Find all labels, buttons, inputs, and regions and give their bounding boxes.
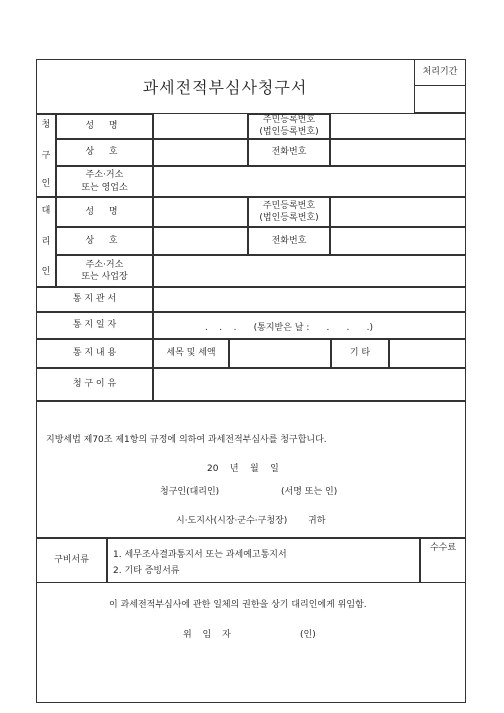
agent-name-field[interactable] xyxy=(153,197,248,227)
notice-content-label: 통 지 내 용 xyxy=(36,339,153,368)
fee-field[interactable] xyxy=(421,556,465,582)
statement-text: 지방세법 제70조 제1항의 규정에 의하여 과세전적부심사를 청구합니다. xyxy=(46,435,327,445)
processing-period-label: 처리기간 xyxy=(422,67,458,78)
documents-label: 구비서류 xyxy=(36,538,107,583)
agent-phone-field[interactable] xyxy=(330,227,466,255)
claimant-group-char-2: 구 xyxy=(41,150,51,161)
notice-date-label: 통 지 일 자 xyxy=(36,312,153,339)
notice-office-label: 통 지 관 서 xyxy=(36,287,153,312)
claimant-name-label: 성 명 xyxy=(56,113,153,139)
claimant-id-label: 주민등록번호 (법인등록번호) xyxy=(248,113,330,139)
signer-label: 청구인(대리인) xyxy=(160,487,220,497)
document-item-1: 1. 세무조사결과통지서 또는 과세예고통지서 xyxy=(113,550,287,560)
delegator-seal: (인) xyxy=(300,630,316,640)
tax-item-field[interactable] xyxy=(229,339,331,368)
tax-item-label: 세목 및 세액 xyxy=(153,339,229,368)
honorific: 귀하 xyxy=(308,516,326,526)
claimant-name-field[interactable] xyxy=(153,113,248,139)
agent-group-char-2: 리 xyxy=(41,236,51,247)
agent-id-field[interactable] xyxy=(330,197,466,227)
form-title: 과세전적부심사청구서 xyxy=(142,77,308,97)
agent-id-label: 주민등록번호 (법인등록번호) xyxy=(248,197,330,227)
addressee: 시·도지사(시장·군수·구청장) xyxy=(176,516,288,526)
notice-office-field[interactable] xyxy=(153,287,466,312)
agent-company-field[interactable] xyxy=(153,227,248,255)
claimant-company-field[interactable] xyxy=(153,139,248,166)
documents-list-cell xyxy=(107,538,420,583)
fee-label: 수수료 xyxy=(429,542,457,553)
notice-date-value: . . . (통지받은 날 : . . .) xyxy=(205,323,373,333)
signer-sign: (서명 또는 인) xyxy=(281,487,338,497)
delegation-text: 이 과세전적부심사에 관한 일체의 권한을 상기 대리인에게 위임함. xyxy=(109,600,367,610)
claimant-phone-field[interactable] xyxy=(330,139,466,166)
delegator-label: 위 임 자 xyxy=(183,630,235,640)
claimant-address-label: 주소·거소 또는 영업소 xyxy=(56,166,153,197)
claimant-group-char-1: 청 xyxy=(41,119,51,130)
agent-group-char-1: 대 xyxy=(41,205,51,216)
claimant-address-field[interactable] xyxy=(153,166,466,197)
reason-label: 청 구 이 유 xyxy=(36,368,153,401)
claimant-group-char-3: 인 xyxy=(41,178,51,189)
statement-date-line: 20 년 월 일 xyxy=(207,464,279,474)
delegator-sign-field[interactable] xyxy=(240,622,296,640)
agent-address-label: 주소·거소 또는 사업장 xyxy=(56,255,153,287)
other-field[interactable] xyxy=(389,339,466,368)
claimant-company-label: 상 호 xyxy=(56,139,153,166)
claimant-id-field[interactable] xyxy=(330,113,466,139)
agent-phone-label: 전화번호 xyxy=(248,227,330,255)
document-item-2: 2. 기타 증빙서류 xyxy=(113,566,180,576)
agent-name-label: 성 명 xyxy=(56,197,153,227)
processing-period-field[interactable] xyxy=(415,86,465,112)
claimant-phone-label: 전화번호 xyxy=(248,139,330,166)
agent-address-field[interactable] xyxy=(153,255,466,287)
agent-company-label: 상 호 xyxy=(56,227,153,255)
reason-field[interactable] xyxy=(153,368,466,401)
agent-group-char-3: 인 xyxy=(41,266,51,277)
other-label: 기 타 xyxy=(331,339,389,368)
